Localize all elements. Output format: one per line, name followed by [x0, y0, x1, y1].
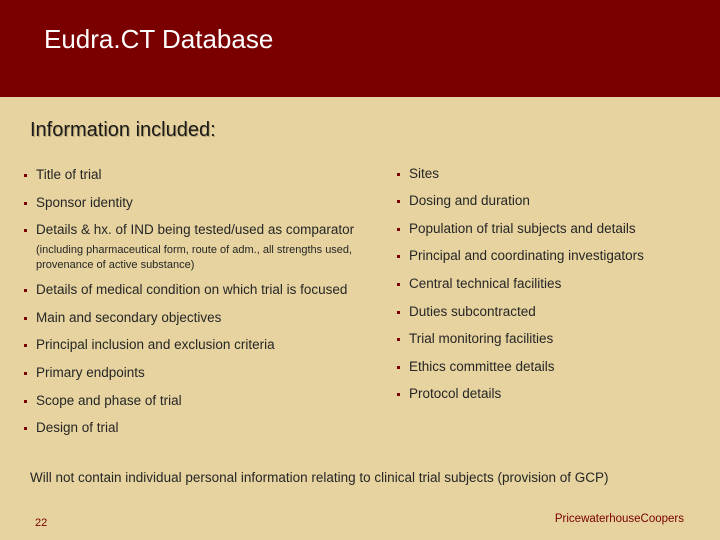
bullet-icon — [24, 372, 27, 375]
bullet-icon — [24, 400, 27, 403]
bullet-icon — [397, 311, 400, 314]
bullet-icon — [24, 229, 27, 232]
bullet-icon — [24, 289, 27, 292]
page-number: 22 — [35, 517, 48, 529]
bullet-icon — [397, 255, 400, 258]
bullet-icon — [397, 173, 400, 176]
brand-logo-text: PricewaterhouseCoopers — [554, 513, 684, 525]
slide-title: Eudra.CT Database — [44, 24, 274, 54]
disclaimer-text: Will not contain individual personal information relating to clinical trial subjects (provision of GCP) — [30, 470, 609, 485]
bullet-icon — [24, 202, 27, 205]
sub-note: (including pharmaceutical form, route of adm., all strengths used, provenance of active substance) — [36, 244, 353, 271]
bullet-icon — [397, 366, 400, 369]
bullet-icon — [397, 228, 400, 231]
header-bar — [0, 0, 720, 97]
bullet-icon — [24, 317, 27, 320]
bullet-icon — [24, 174, 27, 177]
bullet-icon — [397, 338, 400, 341]
bullet-icon — [397, 283, 400, 286]
bullet-icon — [24, 427, 27, 430]
bullet-icon — [24, 344, 27, 347]
section-heading: Information included: — [30, 119, 216, 141]
bullet-icon — [397, 200, 400, 203]
bullet-icon — [397, 393, 400, 396]
